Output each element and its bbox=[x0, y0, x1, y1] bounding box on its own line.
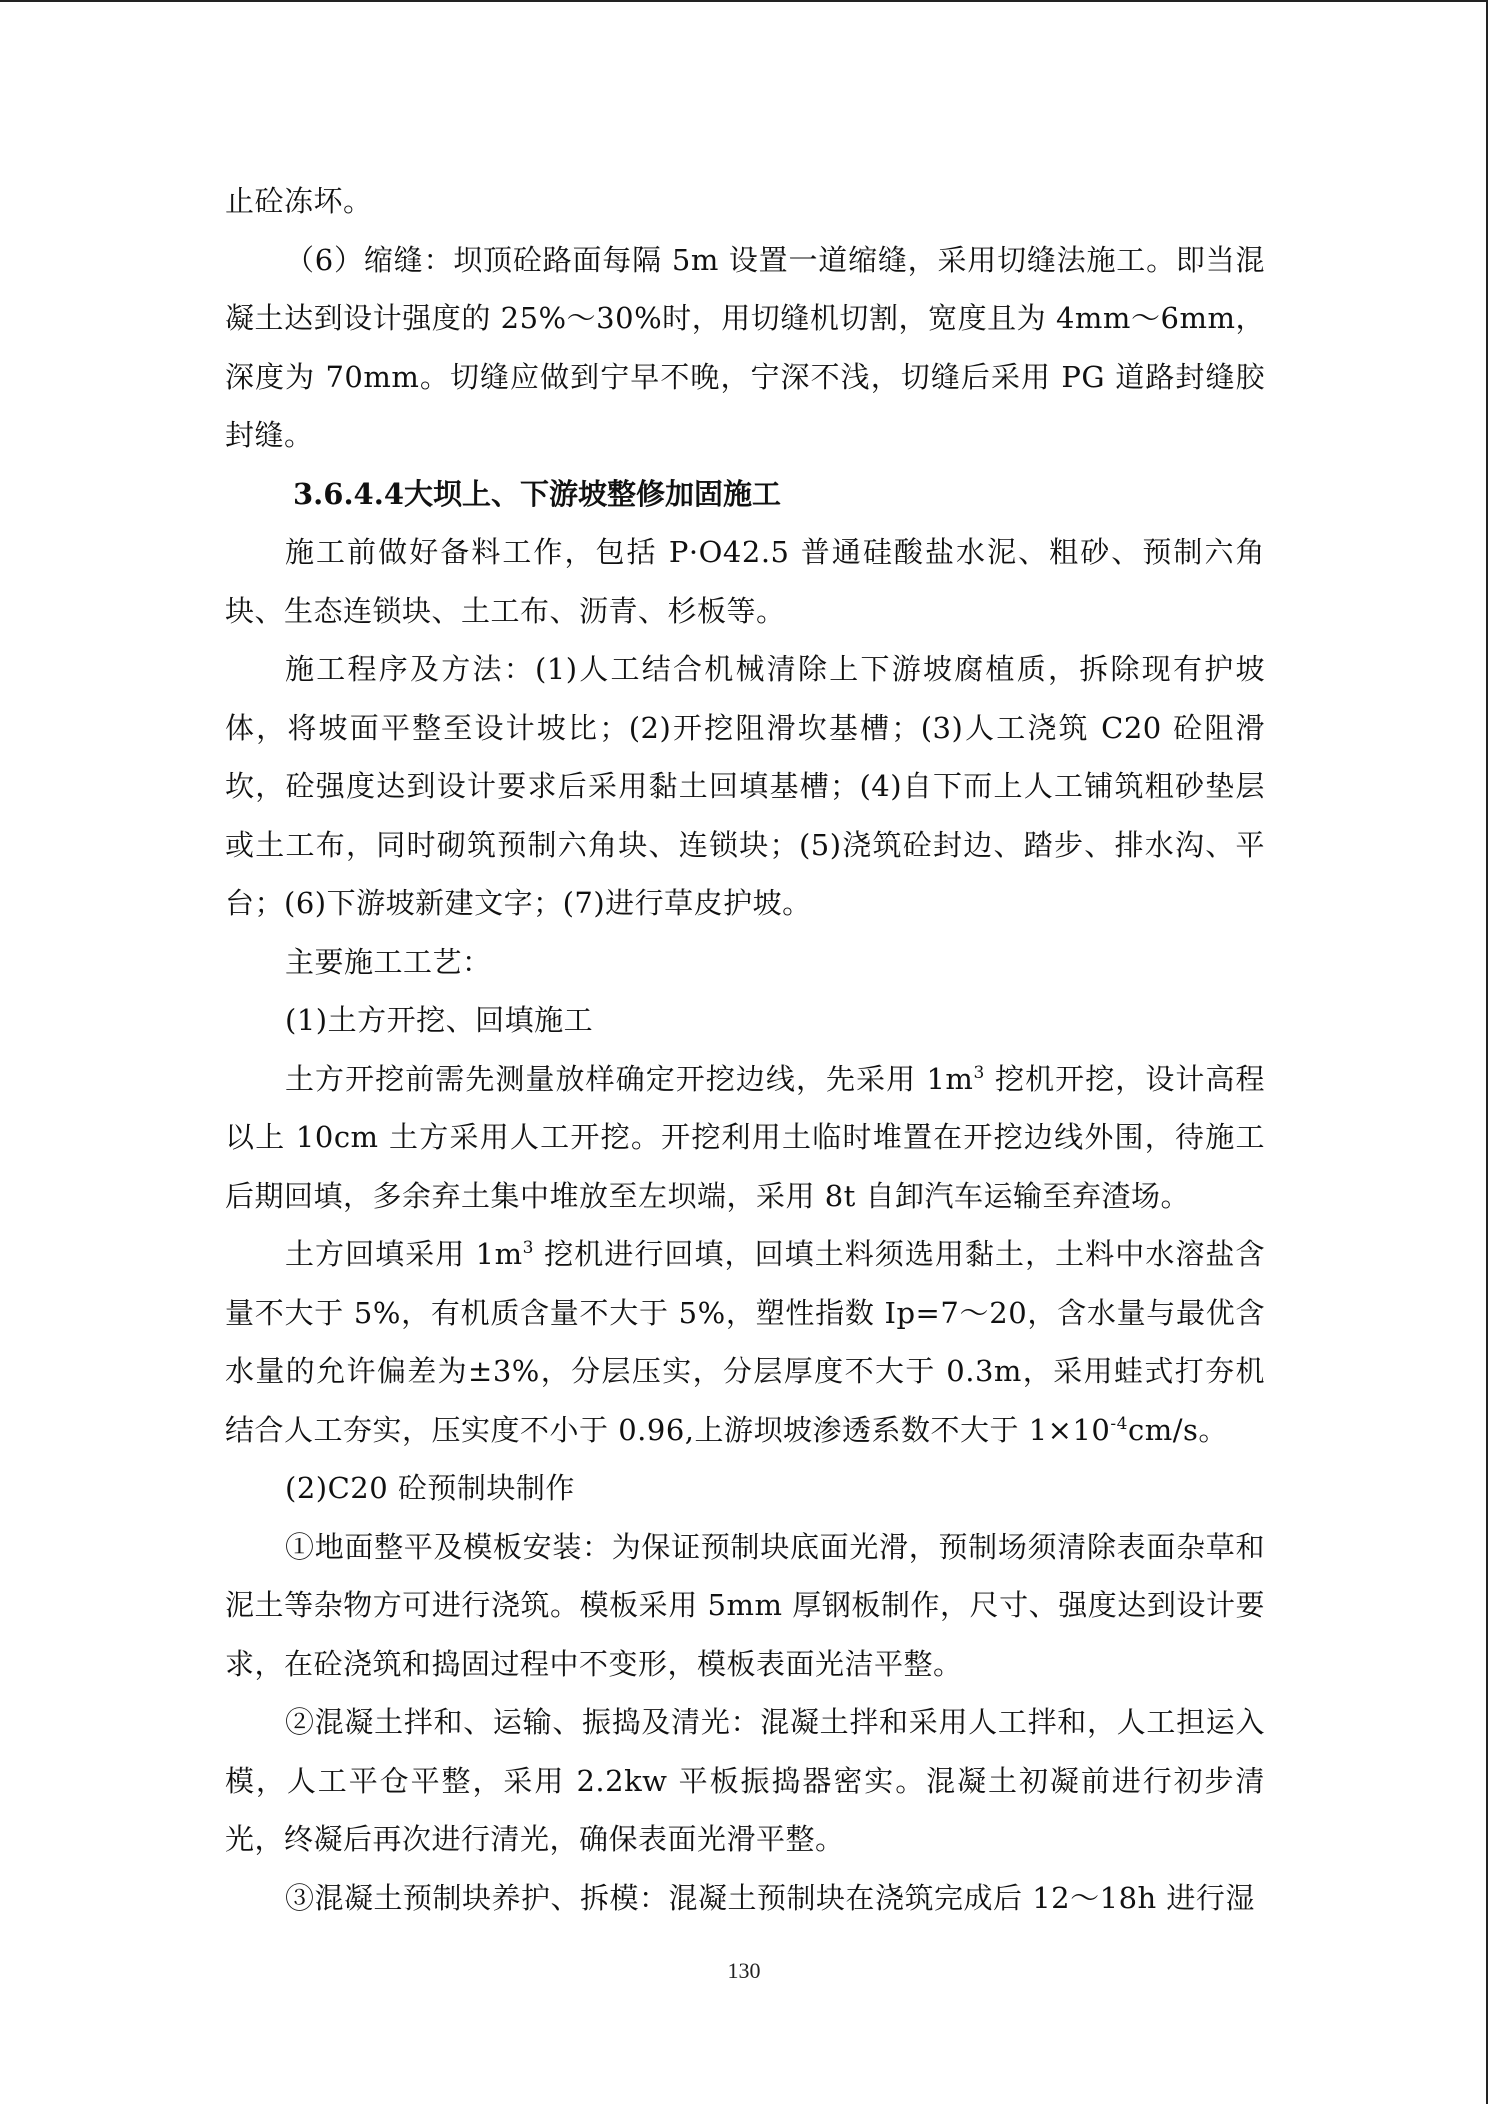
paragraph-excavation bbox=[225, 1050, 1265, 1226]
backfill-text-c: cm/s。 bbox=[1127, 1412, 1228, 1447]
paragraph-procedure: 施工程序及方法：(1)人工结合机械清除上下游坡腐植质，拆除现有护坡体，将坡面平整至设计坡比；(2)开挖阻滑坎基槽；(3)人工浇筑 C20 砼阻滑坎，砼强度达到设计要求后采用黏土回填基槽；(4)自下而上人工铺筑粗砂垫层或土工布，同时砌筑预制六角块、连锁块；(5)浇筑砼封边、踏步、排水沟、平台；(6)下游坡新建文字；(7)进行草皮护坡。 bbox=[225, 652, 1265, 920]
superscript-cubic: 3 bbox=[973, 1062, 985, 1083]
paragraph-main-process: 主要施工工艺： bbox=[285, 944, 492, 979]
paragraph-backfill bbox=[225, 1225, 1265, 1459]
paragraph-shrinkage-joint: （6）缩缝：坝顶砼路面每隔 5m 设置一道缩缝，采用切缝法施工。即当混凝土达到设计强度的 25%～30%时，用切缝机切割，宽度且为 4mm～6mm，深度为 70mm。切缝应做到宁早不晚，宁深不浅，切缝后采用 PG 道路封缝胶封缝。 bbox=[225, 242, 1265, 452]
page-border-top bbox=[0, 0, 1488, 2]
page-number: 130 bbox=[727, 1958, 761, 1983]
paragraph-precast-title: (2)C20 砼预制块制作 bbox=[285, 1471, 575, 1505]
paragraph-continuation: 止砼冻坏。 bbox=[225, 184, 373, 218]
superscript-exponent: -4 bbox=[1110, 1413, 1128, 1434]
excavation-text-a: 土方开挖前需先测量放样确定开挖边线，先采用 1m bbox=[285, 1061, 974, 1096]
paragraph-materials: 施工前做好备料工作，包括 P·O42.5 普通硅酸盐水泥、粗砂、预制六角块、生态连锁块、土工布、沥青、杉板等。 bbox=[225, 535, 1265, 628]
backfill-text-a: 土方回填采用 1m bbox=[285, 1237, 523, 1271]
excavation-text-b: 挖机开挖，设计高程以上 10cm 土方采用人工开挖。开挖利用土临时堆置在开挖边线外围，待施工后期回填，多余弃土集中堆放至左坝端，采用 8t 自卸汽车运输至弃渣场。 bbox=[225, 1061, 1266, 1213]
backfill-text-b: 挖机进行回填，回填土料须选用黏土，土料中水溶盐含量不大于 5%，有机质含量不大于 5%，塑性指数 Ip=7～20，含水量与最优含水量的允许偏差为±3%，分层压实，分层厚度不大于 0.3m，采用蛙式打夯机结合人工夯实，压实度不小于 0.96,上游坝坡渗透系数不大于 1×10 bbox=[225, 1237, 1265, 1447]
paragraph-earthwork-title: (1)土方开挖、回填施工 bbox=[285, 1003, 594, 1037]
section-heading: 3.6.4.4大坝上、下游坡整修加固施工 bbox=[293, 476, 782, 511]
document-body bbox=[225, 172, 1265, 1927]
paragraph-curing: ③混凝土预制块养护、拆模：混凝土预制块在浇筑完成后 12～18h 进行湿 bbox=[285, 1880, 1255, 1915]
paragraph-mixing: ②混凝土拌和、运输、振捣及清光：混凝土拌和采用人工拌和，人工担运入模，人工平仓平整，采用 2.2kw 平板振捣器密实。混凝土初凝前进行初步清光，终凝后再次进行清光，确保表面光滑平整。 bbox=[225, 1705, 1265, 1856]
superscript-cubic-2: 3 bbox=[522, 1238, 534, 1258]
paragraph-formwork: ①地面整平及模板安装：为保证预制块底面光滑，预制场须清除表面杂草和泥土等杂物方可进行浇筑。模板采用 5mm 厚钢板制作，尺寸、强度达到设计要求，在砼浇筑和捣固过程中不变形，模板表面光洁平整。 bbox=[225, 1529, 1265, 1681]
